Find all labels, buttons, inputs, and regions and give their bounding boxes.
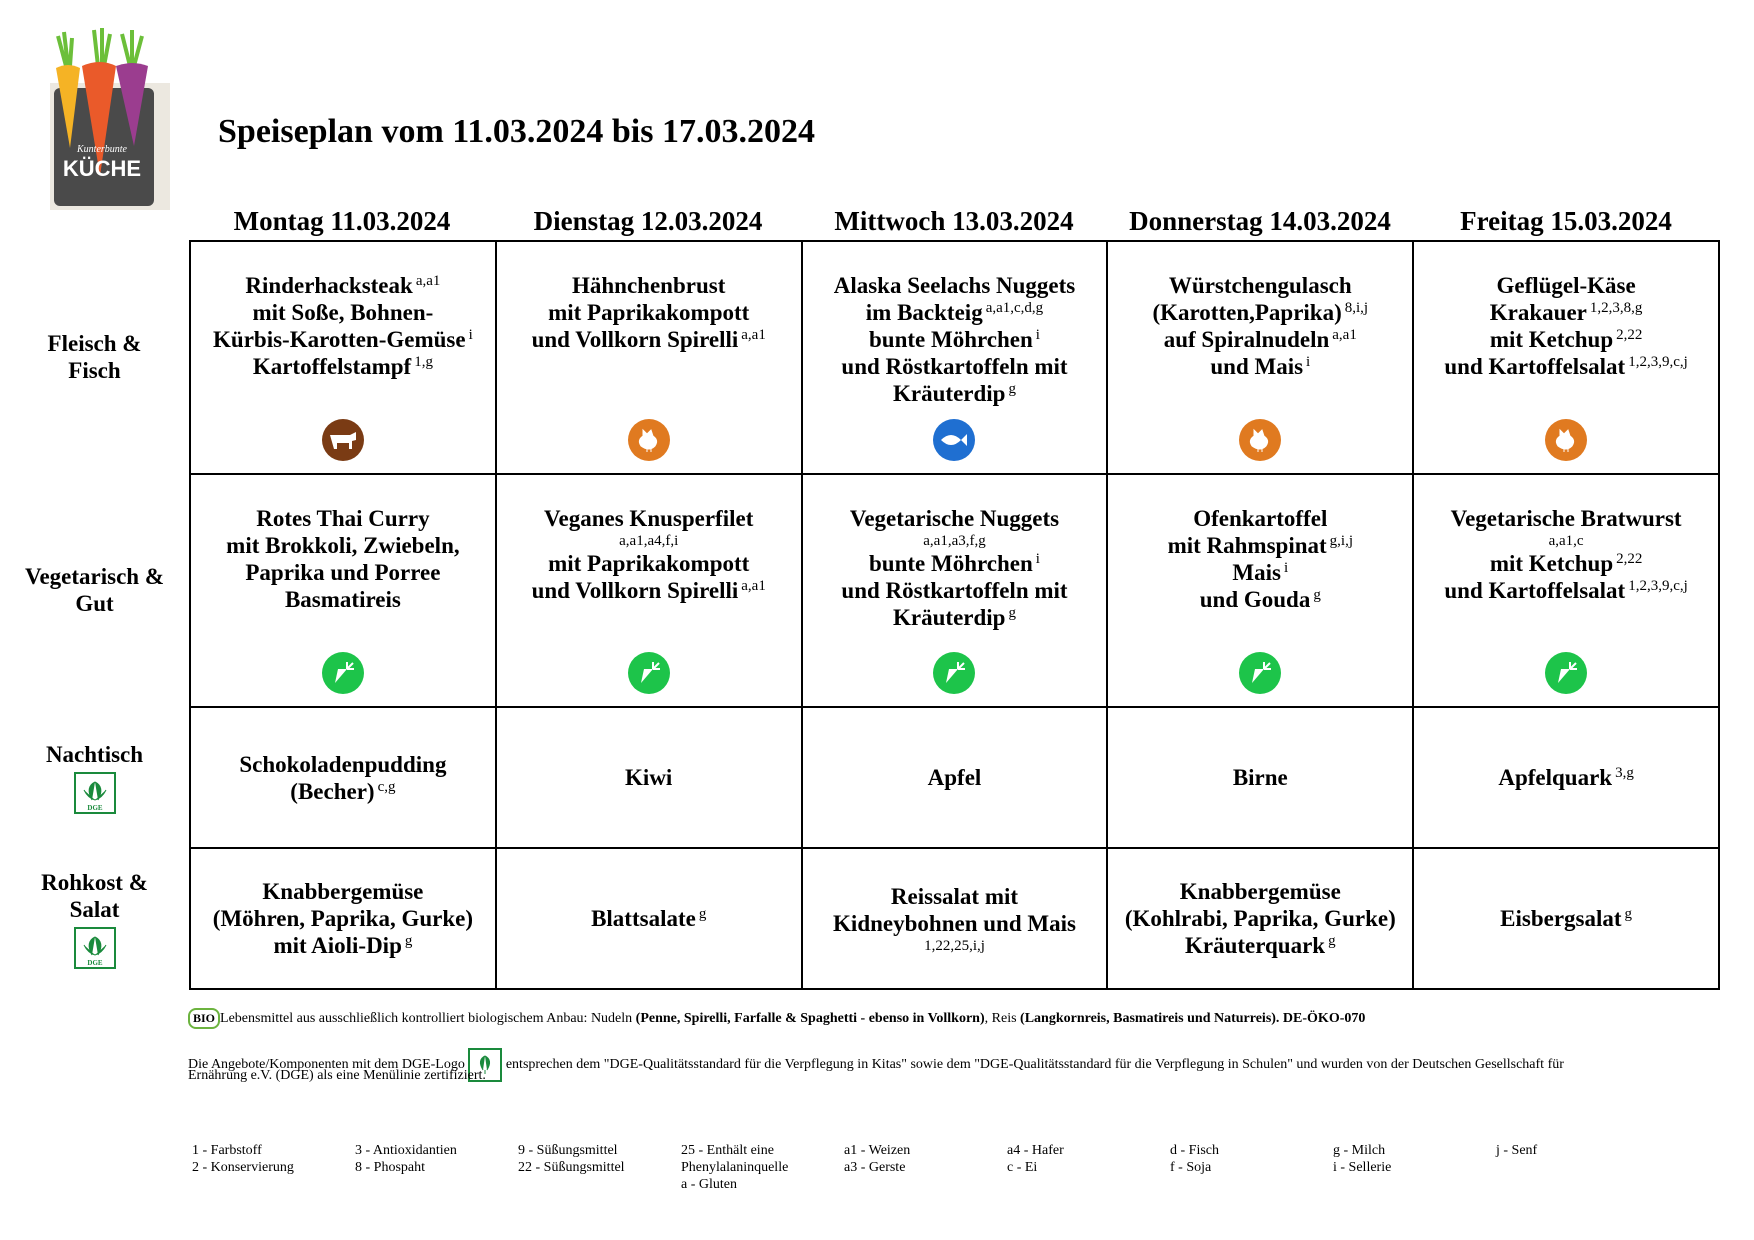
allergen-codes: g <box>1008 381 1016 397</box>
dish-text: (Becher) <box>290 778 375 804</box>
dish-text: im Backteig <box>865 300 983 325</box>
day-header: Freitag 15.03.2024 <box>1460 206 1672 236</box>
dish-line <box>548 299 749 326</box>
legend-item: i - Sellerie <box>1333 1160 1392 1175</box>
allergen-codes: g <box>404 933 413 949</box>
allergen-codes: g <box>1008 605 1016 621</box>
dish-line <box>253 353 433 380</box>
day-header: Mittwoch 13.03.2024 <box>834 206 1074 236</box>
allergen-codes: a,a1 <box>741 578 766 594</box>
legend-item: f - Soja <box>1170 1160 1212 1175</box>
dish-line <box>1490 550 1643 577</box>
allergen-codes: a,a1 <box>741 327 766 343</box>
legend-item: a4 - Hafer <box>1007 1143 1064 1158</box>
menu-table <box>189 240 1720 990</box>
dish-line <box>841 353 1067 380</box>
dish-text: und Röstkartoffeln mit <box>841 578 1068 603</box>
menu-cell <box>496 848 802 989</box>
dish-line <box>239 751 446 778</box>
legend-item: 9 - Süßungsmittel <box>518 1143 618 1158</box>
allergen-codes: 1,g <box>414 354 433 370</box>
dish-line <box>1152 299 1368 326</box>
allergen-codes: 1,2,3,8,g <box>1589 300 1643 316</box>
dish-line <box>1490 299 1643 326</box>
dish-line <box>1233 764 1288 791</box>
dish-line <box>893 604 1016 631</box>
dish-text: bunte Möhrchen <box>869 327 1033 352</box>
dish-text: Ofenkartoffel <box>1193 506 1328 531</box>
allergen-legend-column <box>681 1142 788 1193</box>
menu-cell <box>802 707 1108 848</box>
dish-text: mit Aioli-Dip <box>273 933 402 958</box>
dish-text: und Mais <box>1210 354 1304 379</box>
menu-cell <box>802 474 1108 707</box>
dish-line <box>1498 764 1634 791</box>
allergen-codes: a,a1,a3,f,g <box>923 533 986 549</box>
dish-text: und Kartoffelsalat <box>1444 354 1626 379</box>
dish-line <box>290 778 395 805</box>
dish-line <box>1193 505 1327 532</box>
allergen-codes: 8,i,j <box>1344 300 1369 316</box>
dish-text: mit Ketchup <box>1489 327 1614 352</box>
allergen-codes: g,i,j <box>1329 533 1354 549</box>
dish-text: mit Brokkoli, Zwiebeln, <box>226 533 460 558</box>
allergen-codes: g <box>1624 906 1633 922</box>
dish-line <box>850 505 1059 532</box>
page-title: Speiseplan vom 11.03.2024 bis 17.03.2024 <box>218 113 815 150</box>
menu-row <box>190 241 1719 474</box>
dish-line <box>891 883 1018 910</box>
allergen-codes: i <box>1035 327 1040 343</box>
legend-item: g - Milch <box>1333 1143 1386 1158</box>
dish-line <box>893 380 1016 407</box>
dish-text: Birne <box>1232 765 1288 790</box>
chicken-icon <box>1545 419 1587 461</box>
dish-line <box>866 299 1043 326</box>
dish-line <box>1164 326 1357 353</box>
menu-cell <box>1413 848 1719 989</box>
dish-line <box>1500 905 1632 932</box>
dish-text: Kartoffelstampf <box>252 354 412 379</box>
allergen-legend-column <box>1496 1142 1537 1159</box>
carrot-icon <box>933 652 975 694</box>
row-label-line: Rohkost & <box>41 869 148 895</box>
allergen-codes: 1,2,3,9,c,j <box>1628 578 1688 594</box>
dish-line <box>572 272 725 299</box>
dish-text: und Gouda <box>1199 587 1311 612</box>
svg-text:DGE: DGE <box>86 804 103 812</box>
row-label-line: Fisch <box>68 357 121 383</box>
allergen-codes: c,g <box>377 778 396 795</box>
carrot-icon <box>1239 652 1281 694</box>
dish-text: mit Ketchup <box>1489 551 1614 576</box>
carrot-icon <box>628 652 670 694</box>
legend-item: a3 - Gerste <box>844 1160 906 1175</box>
cow-icon <box>322 419 364 461</box>
dish-text: Alaska Seelachs Nuggets <box>833 273 1076 298</box>
day-header: Dienstag 12.03.2024 <box>533 206 763 236</box>
dish-text: Schokoladenpudding <box>239 751 447 777</box>
dish-text: und Vollkorn Spirelli <box>531 578 739 603</box>
allergen-codes: g <box>1328 933 1336 949</box>
dish-text: (Karotten,Paprika) <box>1152 300 1342 325</box>
dish-text: Hähnchenbrust <box>572 273 726 298</box>
legend-item: 8 - Phospaht <box>355 1160 425 1175</box>
menu-row <box>190 707 1719 848</box>
dish-text: Geflügel-Käse <box>1496 273 1636 298</box>
allergen-legend-column <box>844 1142 910 1176</box>
dish-text: Apfel <box>927 765 982 790</box>
dish-line <box>869 326 1040 353</box>
dish-text: Würstchengulasch <box>1168 273 1352 298</box>
allergen-codes: 1,2,3,9,c,j <box>1628 354 1688 370</box>
allergen-codes: 1,22,25,i,j <box>924 937 985 954</box>
legend-item: 22 - Süßungsmittel <box>518 1160 625 1175</box>
dish-text: mit Soße, Bohnen- <box>252 300 434 325</box>
kunterbunte-kueche-logo <box>50 28 170 210</box>
svg-text:Kunterbunte: Kunterbunte <box>77 144 127 155</box>
day-header: Donnerstag 14.03.2024 <box>1129 206 1391 236</box>
dish-line <box>591 905 706 932</box>
dish-line <box>245 559 440 586</box>
dish-text: Kräuterdip <box>893 381 1006 406</box>
allergen-codes: 3,g <box>1615 765 1634 781</box>
allergen-legend-column <box>355 1142 457 1176</box>
dish-line <box>1451 505 1682 532</box>
dish-text: Eisbergsalat <box>1500 906 1622 931</box>
dish-text: Knabbergemüse <box>262 879 424 904</box>
allergen-codes: a,a1,c,d,g <box>985 300 1044 316</box>
dish-line <box>285 586 401 613</box>
dish-line <box>1496 272 1635 299</box>
dish-text: Vegetarische Nuggets <box>849 506 1060 531</box>
menu-cell <box>1413 707 1719 848</box>
dish-line <box>1490 326 1643 353</box>
legend-item: Phenylalaninquelle <box>681 1160 789 1175</box>
dish-line <box>834 272 1076 299</box>
allergen-codes: g <box>698 906 707 922</box>
menu-cell <box>802 848 1108 989</box>
dish-line <box>262 878 423 905</box>
chicken-icon <box>628 419 670 461</box>
dish-line <box>256 505 429 532</box>
menu-cell <box>496 241 802 474</box>
dish-line <box>252 299 433 326</box>
row-label-line: Nachtisch <box>45 742 144 767</box>
dish-text: mit Paprikakompott <box>548 300 750 325</box>
allergen-codes: 2,22 <box>1616 551 1643 567</box>
menu-row <box>190 848 1719 989</box>
allergen-legend-column <box>1007 1142 1064 1176</box>
allergen-codes: a,a1,c <box>1548 533 1584 549</box>
carrot-icon <box>322 652 364 694</box>
allergen-codes: 2,22 <box>1616 327 1643 343</box>
dish-text: Apfelquark <box>1498 765 1613 790</box>
dish-line <box>869 550 1040 577</box>
menu-cell <box>496 474 802 707</box>
dish-text: (Kohlrabi, Paprika, Gurke) <box>1124 906 1396 931</box>
row-label <box>0 330 189 384</box>
dish-line <box>245 272 440 299</box>
dish-text: Blattsalate <box>591 906 696 931</box>
dge-note-text: Die Angebote/Komponenten mit dem DGE-Logo <box>188 1057 465 1073</box>
dish-line <box>544 505 753 532</box>
bio-note <box>188 1008 1365 1029</box>
row-label-line: Gut <box>75 590 114 616</box>
svg-text:DGE: DGE <box>86 958 103 967</box>
allergen-legend-column <box>192 1142 294 1176</box>
dish-line <box>1444 353 1687 380</box>
dish-text: Knabbergemüse <box>1179 879 1341 904</box>
dish-text: Kidneybohnen und Mais <box>833 910 1076 936</box>
chicken-icon <box>1239 419 1281 461</box>
dish-line <box>1169 272 1352 299</box>
dish-text: mit Rahmspinat <box>1167 533 1327 558</box>
carrot-icon <box>1545 652 1587 694</box>
dge-logo-icon <box>74 927 116 969</box>
dish-text: (Möhren, Paprika, Gurke) <box>212 906 474 931</box>
menu-cell <box>1107 474 1413 707</box>
legend-item: a1 - Weizen <box>844 1143 911 1158</box>
menu-cell <box>1107 241 1413 474</box>
dish-text: auf Spiralnudeln <box>1163 327 1330 352</box>
allergen-codes: g <box>1313 587 1321 603</box>
bio-badge: BIO <box>188 1008 220 1029</box>
row-label <box>0 741 189 818</box>
dish-text: Vegetarische Bratwurst <box>1450 506 1682 531</box>
dish-text: und Röstkartoffeln mit <box>841 354 1068 379</box>
dish-line <box>1180 878 1341 905</box>
dish-text: Rotes Thai Curry <box>256 506 430 531</box>
dish-text: Veganes Knusperfilet <box>544 506 754 531</box>
allergen-codes: i <box>468 327 473 343</box>
dish-line <box>548 550 749 577</box>
menu-cell <box>190 707 496 848</box>
allergen-codes: i <box>1283 560 1289 576</box>
allergen-codes: i <box>1035 551 1040 567</box>
dish-text: und Vollkorn Spirelli <box>531 327 739 352</box>
dish-line <box>1185 932 1336 959</box>
menu-cell <box>802 241 1108 474</box>
legend-item: 3 - Antioxidantien <box>355 1143 457 1158</box>
dish-line <box>1168 532 1353 559</box>
menu-cell <box>1413 241 1719 474</box>
bio-text: Lebensmittel aus ausschließlich kontrolliert biologischem Anbau: Nudeln <box>220 1011 636 1026</box>
legend-item: j - Senf <box>1496 1143 1538 1158</box>
dish-text: Reissalat mit <box>890 883 1019 909</box>
menu-cell <box>1107 848 1413 989</box>
menu-cell <box>190 241 496 474</box>
dish-line <box>841 577 1067 604</box>
legend-item: 2 - Konservierung <box>192 1160 294 1175</box>
row-label-line: Fleisch & <box>47 330 142 356</box>
menu-cell <box>190 848 496 989</box>
dish-text: Paprika und Porree <box>245 560 441 585</box>
allergen-legend-column <box>1333 1142 1391 1176</box>
dge-note-line2: Ernährung e.V. (DGE) als eine Menülinie zertifiziert. <box>188 1068 486 1083</box>
dish-line <box>273 932 412 959</box>
dish-text: Kräuterquark <box>1184 933 1326 958</box>
row-label-line: Vegetarisch & <box>24 563 165 589</box>
dish-text: bunte Möhrchen <box>869 551 1033 576</box>
dish-line <box>1444 577 1687 604</box>
allergen-codes: i <box>1306 354 1311 370</box>
bio-pasta: (Penne, Spirelli, Farfalle & Spaghetti - ebenso in Vollkorn) <box>635 1011 985 1026</box>
dish-text: Basmatireis <box>284 587 401 612</box>
bio-text-2: , Reis <box>984 1011 1021 1026</box>
dish-text: Kräuterdip <box>893 605 1006 630</box>
row-label <box>0 869 189 973</box>
dish-text: Rinderhacksteak <box>245 273 413 298</box>
dish-line <box>532 326 766 353</box>
dish-line <box>833 910 1076 937</box>
dish-text: und Kartoffelsalat <box>1444 578 1626 603</box>
dish-line <box>1125 905 1396 932</box>
dish-line <box>532 577 766 604</box>
allergen-codes: a,a1 <box>1332 327 1357 343</box>
dish-text: Kürbis-Karotten-Gemüse <box>213 327 466 352</box>
dge-note-text-2: entsprechen dem "DGE-Qualitätsstandard für die Verpflegung in Kitas" sowie dem "DGE-Qualitätsstandard für die Verpflegung in Schulen" und wurden von der Deutschen Gesellschaft für <box>505 1057 1564 1073</box>
fish-icon <box>933 419 975 461</box>
dish-line <box>1200 586 1321 613</box>
dish-text: Kiwi <box>625 765 673 790</box>
legend-item: 25 - Enthält eine <box>681 1143 774 1158</box>
dish-line <box>213 326 473 353</box>
bio-rice: (Langkornreis, Basmatireis und Naturreis). DE-ÖKO-070 <box>1020 1011 1366 1026</box>
menu-cell <box>1107 707 1413 848</box>
allergen-codes: a,a1 <box>415 273 441 289</box>
menu-cell <box>1413 474 1719 707</box>
dish-line <box>1232 559 1288 586</box>
dge-logo-icon <box>74 772 116 814</box>
dish-text: mit Paprikakompott <box>548 551 750 576</box>
row-label-line: Salat <box>69 896 120 922</box>
day-header: Montag 11.03.2024 <box>233 206 451 236</box>
legend-item: a - Gluten <box>681 1177 737 1192</box>
dish-line <box>213 905 473 932</box>
svg-text:KÜCHE: KÜCHE <box>62 156 142 181</box>
menu-row <box>190 474 1719 707</box>
dish-line <box>226 532 459 559</box>
menu-cell <box>190 474 496 707</box>
menu-cell <box>496 707 802 848</box>
dish-line <box>625 764 672 791</box>
allergen-legend-column <box>1170 1142 1219 1176</box>
allergen-legend-column <box>518 1142 625 1176</box>
dish-line <box>1210 353 1310 380</box>
row-label <box>0 563 189 617</box>
allergen-codes: a,a1,a4,f,i <box>619 533 679 549</box>
legend-item: 1 - Farbstoff <box>192 1143 262 1158</box>
legend-item: c - Ei <box>1007 1160 1038 1175</box>
dish-line <box>928 764 982 791</box>
legend-item: d - Fisch <box>1170 1143 1219 1158</box>
dish-text: Krakauer <box>1489 300 1587 325</box>
dish-text: Mais <box>1232 560 1281 585</box>
